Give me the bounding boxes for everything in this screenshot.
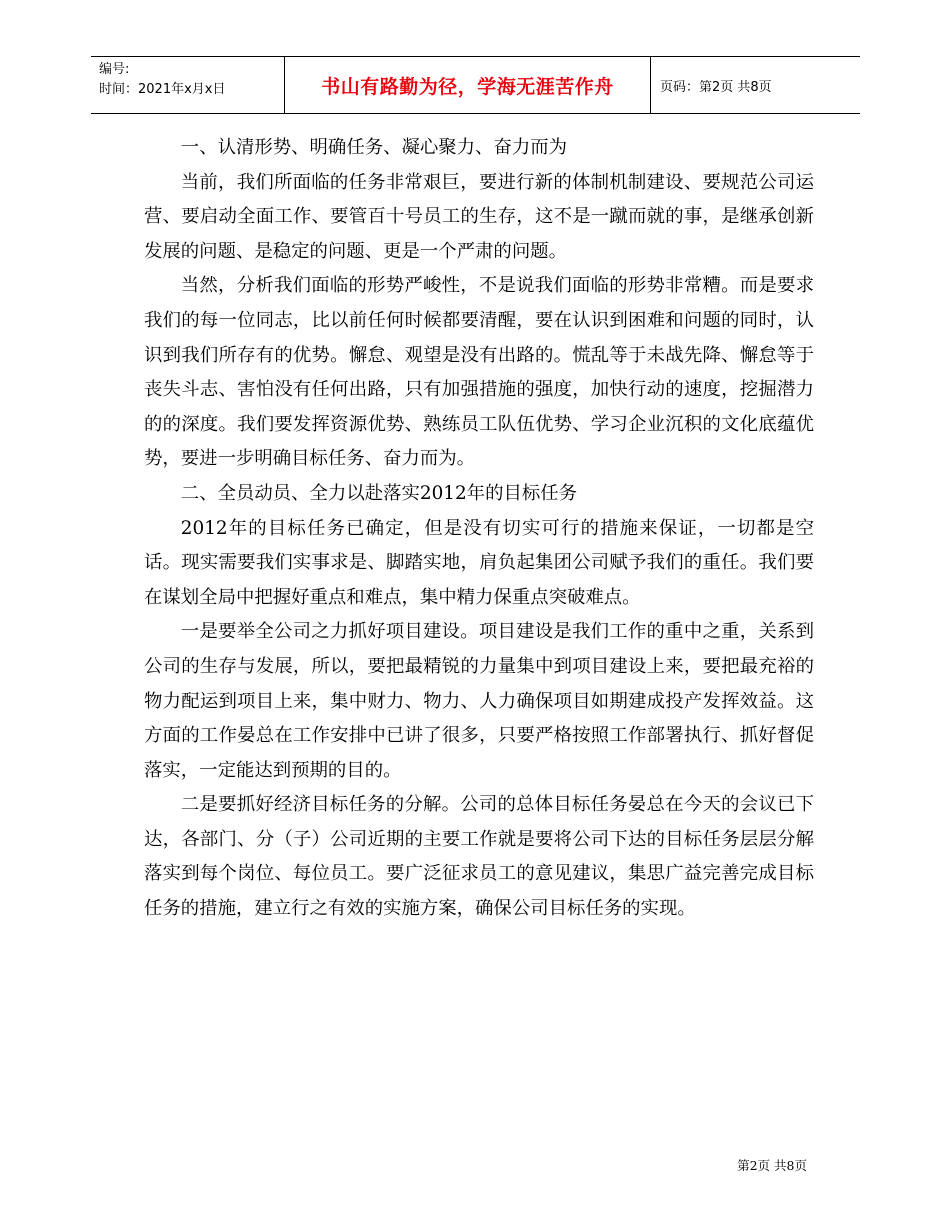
body-paragraph: 二是要抓好经济目标任务的分解。公司的总体目标任务晏总在今天的会议已下达，各部门、分（子）公司近期的主要工作就是要将公司下达的目标任务层层分解落实到每个岗位、每位员工。要广泛征求员工的意见建议，集思广益完善完成目标任务的措施，建立行之有效的实施方案，确保公司目标任务的实现。 — [144, 794, 814, 920]
body-paragraph: 2012年的目标任务已确定，但是没有切实可行的措施来保证，一切都是空话。现实需要我们实事求是、脚踏实地，肩负起集团公司赋予我们的重任。我们要在谋划全局中把握好重点和难点，集中精力保重点突破难点。 — [144, 517, 814, 608]
page-footer: 第2页 共8页 — [737, 1158, 807, 1173]
body-paragraph: 当然，分析我们面临的形势严峻性，不是说我们面临的形势非常糟。而是要求我们的每一位同志，比以前任何时候都要清醒，要在认识到困难和问题的同时，认识到我们所存有的优势。懈怠、观望是没有出路的。慌乱等于未战先降、懈怠等于丧失斗志、害怕没有任何出路，只有加强措施的强度，加快行动的速度，挖掘潜力的的深度。我们要发挥资源优势、熟练员工队伍优势、学习企业沉积的文化底蕴优势，要进一步明确目标任务、奋力而为。 — [144, 275, 814, 470]
header-page-info: 页码：第2页 共8页 — [660, 79, 772, 95]
section-heading-1: 一、认清形势、明确任务、凝心聚力、奋力而为 — [180, 137, 568, 158]
header-motto: 书山有路勤为径，学海无涯苦作舟 — [285, 57, 651, 113]
document-time-label: 时间：2021年x月x日 — [99, 82, 226, 97]
page-header — [91, 56, 860, 114]
body-paragraph: 一是要举全公司之力抓好项目建设。项目建设是我们工作的重中之重，关系到公司的生存与发展，所以，要把最精锐的力量集中到项目建设上来，要把最充裕的物力配运到项目上来，集中财力、物力、人力确保项目如期建成投产发挥效益。这方面的工作晏总在工作安排中已讲了很多，只要严格按照工作部署执行、抓好督促落实，一定能达到预期的目的。 — [144, 621, 814, 781]
header-meta — [91, 57, 285, 113]
document-body — [144, 131, 814, 927]
section-heading-2: 二、全员动员、全力以赴落实2012年的目标任务 — [180, 482, 578, 504]
document-number-label: 编号: — [99, 62, 130, 77]
body-paragraph: 当前，我们所面临的任务非常艰巨，要进行新的体制机制建设、要规范公司运营、要启动全面工作、要管百十号员工的生存，这不是一蹴而就的事，是继承创新发展的问题、是稳定的问题、更是一个严肃的问题。 — [144, 171, 814, 262]
